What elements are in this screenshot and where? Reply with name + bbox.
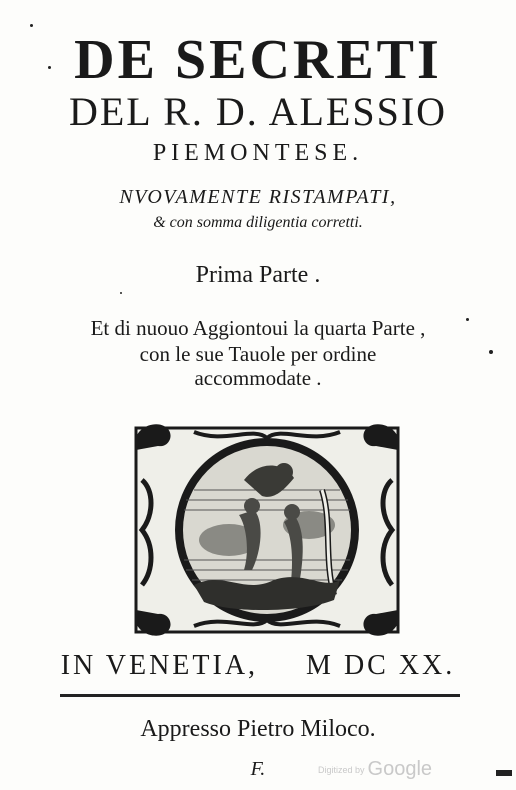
digitized-watermark — [318, 758, 432, 781]
ink-speck — [120, 292, 122, 294]
part-heading: Prima Parte . — [195, 262, 321, 288]
title-line-3: PIEMONTESE. — [152, 140, 364, 166]
ink-speck — [48, 66, 51, 69]
title-line-1: DE SECRETI — [74, 29, 442, 91]
imprint-year: M DC XX. — [306, 650, 456, 681]
title-line-2: DEL R. D. ALESSIO — [68, 89, 448, 134]
ink-speck — [496, 770, 512, 776]
subtitle-line-2: & con somma diligentia corretti. — [153, 214, 363, 231]
ink-speck — [489, 350, 493, 354]
watermark-prefix: Digitized by — [318, 764, 365, 775]
ink-speck — [466, 318, 469, 321]
divider-rule — [60, 694, 460, 697]
ink-speck — [30, 24, 33, 27]
imprint-place: IN VENETIA, — [60, 650, 259, 681]
imprint-line — [0, 650, 516, 682]
subtitle-line-1: NVOVAMENTE RISTAMPATI, — [119, 186, 397, 208]
woodcut-emblem-icon — [134, 420, 400, 638]
addition-line-2: con le sue Tauole per ordine — [139, 342, 377, 366]
publisher-line: Appresso Pietro Miloco. — [140, 716, 376, 742]
addition-line-1: Et di nuouo Aggiontoui la quarta Parte , — [90, 316, 426, 340]
addition-line-3: accommodate . — [194, 366, 322, 390]
watermark-brand: Google — [367, 758, 433, 780]
signature-mark: F. — [250, 758, 266, 780]
